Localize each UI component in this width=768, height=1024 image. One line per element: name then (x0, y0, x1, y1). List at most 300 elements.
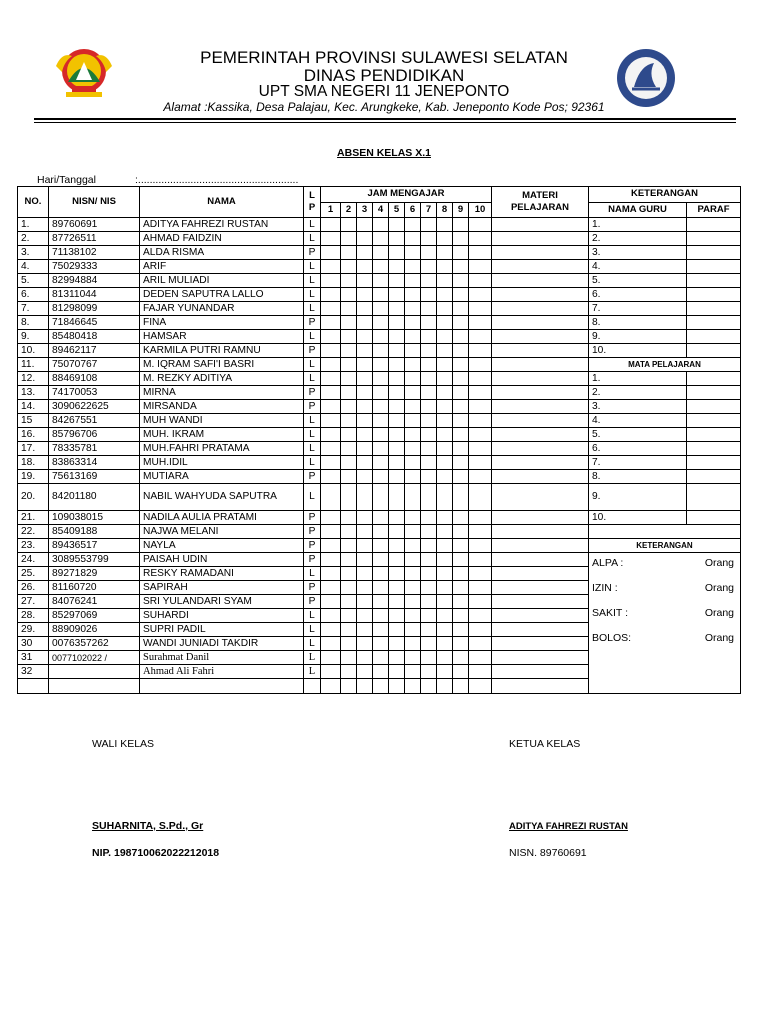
student-gender: L (304, 428, 321, 442)
jam-cell (321, 274, 341, 288)
jam-cell (405, 623, 421, 637)
jam-cell (405, 274, 421, 288)
materi-cell (492, 428, 589, 442)
student-nisn: 81311044 (49, 288, 140, 302)
student-nisn: 85297069 (49, 609, 140, 623)
table-row (18, 246, 741, 260)
jam-cell (437, 358, 453, 372)
jam-cell (405, 344, 421, 358)
jam-cell (437, 525, 453, 539)
jam-cell (437, 539, 453, 553)
materi-cell (492, 302, 589, 316)
jam-cell (469, 609, 492, 623)
student-gender: P (304, 581, 321, 595)
jam-cell (453, 428, 469, 442)
blank-cell (589, 525, 741, 539)
jam-cell (389, 302, 405, 316)
jam-cell (437, 260, 453, 274)
jam-cell (437, 470, 453, 484)
student-name: M. IQRAM SAFI'I BASRI (140, 358, 304, 372)
jam-cell (453, 470, 469, 484)
guru-row-number: 7. (589, 302, 687, 316)
student-nisn: 75070767 (49, 358, 140, 372)
empty-cell (18, 679, 49, 694)
student-name: NADILA AULIA PRATAMI (140, 511, 304, 525)
col-header-jam-10: 10 (469, 202, 492, 218)
materi-cell (492, 595, 589, 609)
jam-cell (389, 470, 405, 484)
jam-cell (373, 260, 389, 274)
jam-cell (389, 651, 405, 665)
jam-cell (373, 637, 389, 651)
student-nisn: 85796706 (49, 428, 140, 442)
guru-row-number: 8. (589, 316, 687, 330)
paraf-cell (687, 414, 741, 428)
keterangan-line (589, 632, 740, 644)
col-header-jam-6: 6 (405, 202, 421, 218)
jam-cell (405, 400, 421, 414)
jam-cell (405, 302, 421, 316)
col-header-jam-5: 5 (389, 202, 405, 218)
student-gender: L (304, 609, 321, 623)
jam-cell (405, 414, 421, 428)
mapel-row-number: 8. (589, 470, 687, 484)
jam-cell (437, 581, 453, 595)
jam-cell (389, 218, 405, 232)
student-name: MIRNA (140, 386, 304, 400)
jam-cell (357, 470, 373, 484)
student-name: ARIL MULIADI (140, 274, 304, 288)
jam-cell (321, 539, 341, 553)
jam-cell (341, 260, 357, 274)
student-gender: P (304, 344, 321, 358)
col-header-nisn: NISN/ NIS (49, 187, 140, 218)
jam-cell (389, 525, 405, 539)
jam-cell (341, 400, 357, 414)
jam-cell (453, 246, 469, 260)
jam-cell (405, 581, 421, 595)
materi-cell (492, 553, 589, 567)
student-gender: L (304, 330, 321, 344)
jam-cell (405, 428, 421, 442)
jam-cell (321, 372, 341, 386)
ketua-kelas-label: KETUA KELAS (509, 738, 581, 750)
empty-cell (373, 679, 389, 694)
jam-cell (421, 400, 437, 414)
col-header-jam-7: 7 (421, 202, 437, 218)
keterangan-unit: Orang (704, 582, 734, 594)
table-row (18, 302, 741, 316)
jam-cell (437, 511, 453, 525)
jam-cell (405, 609, 421, 623)
jam-cell (373, 484, 389, 511)
student-name: PAISAH UDIN (140, 553, 304, 567)
jam-cell (373, 511, 389, 525)
table-row (18, 372, 741, 386)
student-no: 7. (18, 302, 49, 316)
jam-cell (421, 637, 437, 651)
paraf-cell (687, 344, 741, 358)
jam-cell (421, 539, 437, 553)
table-row (18, 525, 741, 539)
jam-cell (341, 651, 357, 665)
jam-cell (421, 525, 437, 539)
jam-cell (437, 637, 453, 651)
jam-cell (373, 651, 389, 665)
student-name: MUH.IDIL (140, 456, 304, 470)
jam-cell (421, 609, 437, 623)
jam-cell (437, 484, 453, 511)
jam-cell (357, 414, 373, 428)
jam-cell (405, 358, 421, 372)
jam-cell (389, 511, 405, 525)
student-no: 5. (18, 274, 49, 288)
jam-cell (389, 246, 405, 260)
guru-row-number: 6. (589, 288, 687, 302)
col-header-jam-1: 1 (321, 202, 341, 218)
jam-cell (469, 260, 492, 274)
materi-cell (492, 651, 589, 665)
jam-cell (389, 595, 405, 609)
student-no: 27. (18, 595, 49, 609)
jam-cell (421, 288, 437, 302)
student-gender: L (304, 302, 321, 316)
paraf-cell (687, 428, 741, 442)
jam-cell (321, 218, 341, 232)
student-nisn: 3089553799 (49, 553, 140, 567)
jam-cell (373, 414, 389, 428)
col-header-materi (492, 187, 589, 218)
jam-cell (453, 218, 469, 232)
jam-cell (421, 595, 437, 609)
student-no: 19. (18, 470, 49, 484)
jam-cell (469, 525, 492, 539)
mapel-row-number: 5. (589, 428, 687, 442)
jam-cell (341, 665, 357, 679)
student-gender: P (304, 553, 321, 567)
col-header-nama: NAMA (140, 187, 304, 218)
jam-cell (321, 595, 341, 609)
jam-cell (453, 623, 469, 637)
guru-row-number: 2. (589, 232, 687, 246)
student-gender: P (304, 400, 321, 414)
materi-cell (492, 414, 589, 428)
student-no: 20. (18, 484, 49, 511)
student-no: 22. (18, 525, 49, 539)
guru-row-number: 10. (589, 344, 687, 358)
jam-cell (421, 218, 437, 232)
student-nisn: 89271829 (49, 567, 140, 581)
jam-cell (321, 232, 341, 246)
jam-cell (321, 358, 341, 372)
jam-cell (389, 344, 405, 358)
jam-cell (321, 567, 341, 581)
col-header-jam-9: 9 (453, 202, 469, 218)
paraf-cell (687, 386, 741, 400)
empty-cell (405, 679, 421, 694)
student-no: 1. (18, 218, 49, 232)
jam-cell (453, 414, 469, 428)
jam-cell (373, 232, 389, 246)
jam-cell (389, 609, 405, 623)
jam-cell (437, 665, 453, 679)
jam-cell (357, 609, 373, 623)
jam-cell (389, 456, 405, 470)
student-gender: P (304, 511, 321, 525)
jam-cell (405, 218, 421, 232)
keterangan-label: SAKIT : (592, 607, 628, 619)
header-government: PEMERINTAH PROVINSI SULAWESI SELATAN (200, 48, 568, 67)
jam-cell (469, 302, 492, 316)
jam-cell (405, 665, 421, 679)
jam-cell (357, 274, 373, 288)
jam-cell (341, 539, 357, 553)
jam-cell (437, 246, 453, 260)
materi-cell (492, 246, 589, 260)
jam-cell (469, 442, 492, 456)
jam-cell (389, 260, 405, 274)
jam-cell (341, 386, 357, 400)
jam-cell (437, 400, 453, 414)
table-row (18, 386, 741, 400)
student-gender: L (304, 623, 321, 637)
materi-cell (492, 623, 589, 637)
student-name: NAJWA MELANI (140, 525, 304, 539)
day-date-label: Hari/Tanggal (37, 174, 96, 186)
col-header-lp (304, 187, 321, 218)
student-nisn: 81298099 (49, 302, 140, 316)
jam-cell (405, 651, 421, 665)
jam-cell (437, 651, 453, 665)
student-name: ARIF (140, 260, 304, 274)
student-no: 12. (18, 372, 49, 386)
keterangan-line (589, 607, 740, 619)
jam-cell (389, 553, 405, 567)
jam-cell (321, 456, 341, 470)
col-header-materi-1: MATERI (522, 190, 558, 201)
col-header-lp-p: P (308, 202, 316, 213)
jam-cell (421, 358, 437, 372)
jam-cell (469, 218, 492, 232)
student-nisn: 82994884 (49, 274, 140, 288)
paraf-cell (687, 274, 741, 288)
jam-cell (421, 344, 437, 358)
materi-cell (492, 609, 589, 623)
empty-cell (321, 679, 341, 694)
jam-cell (469, 232, 492, 246)
jam-cell (373, 595, 389, 609)
col-header-jam-8: 8 (437, 202, 453, 218)
student-nisn: 74170053 (49, 386, 140, 400)
jam-cell (421, 651, 437, 665)
col-header-jam-2: 2 (341, 202, 357, 218)
jam-cell (373, 470, 389, 484)
jam-cell (373, 358, 389, 372)
jam-cell (405, 525, 421, 539)
student-nisn: 71138102 (49, 246, 140, 260)
jam-cell (357, 567, 373, 581)
jam-cell (421, 665, 437, 679)
student-name: MUTIARA (140, 470, 304, 484)
jam-cell (453, 260, 469, 274)
student-name: M. REZKY ADITIYA (140, 372, 304, 386)
jam-cell (389, 539, 405, 553)
jam-cell (405, 386, 421, 400)
jam-cell (421, 316, 437, 330)
keterangan-unit: Orang (704, 557, 734, 569)
jam-cell (357, 539, 373, 553)
student-gender: L (304, 274, 321, 288)
jam-cell (321, 609, 341, 623)
keterangan-label: ALPA : (592, 557, 624, 569)
jam-cell (469, 274, 492, 288)
letterhead-rule-thick (34, 118, 736, 120)
paraf-cell (687, 372, 741, 386)
guru-row-number: 4. (589, 260, 687, 274)
jam-cell (389, 581, 405, 595)
jam-cell (453, 302, 469, 316)
materi-cell (492, 330, 589, 344)
jam-cell (469, 553, 492, 567)
student-name: Ahmad Ali Fahri (140, 665, 304, 679)
jam-cell (321, 511, 341, 525)
jam-cell (373, 344, 389, 358)
jam-cell (469, 330, 492, 344)
materi-cell (492, 637, 589, 651)
jam-cell (357, 595, 373, 609)
student-gender: P (304, 525, 321, 539)
col-header-nama-guru: NAMA GURU (589, 202, 687, 218)
student-nisn: 87726511 (49, 232, 140, 246)
student-name: FAJAR YUNANDAR (140, 302, 304, 316)
jam-cell (405, 637, 421, 651)
jam-cell (405, 511, 421, 525)
jam-cell (373, 372, 389, 386)
jam-cell (341, 595, 357, 609)
jam-cell (437, 232, 453, 246)
table-row (18, 456, 741, 470)
jam-cell (421, 484, 437, 511)
jam-cell (373, 609, 389, 623)
jam-cell (469, 470, 492, 484)
paraf-cell (687, 484, 741, 511)
jam-cell (373, 581, 389, 595)
jam-cell (321, 581, 341, 595)
jam-cell (357, 651, 373, 665)
jam-cell (373, 400, 389, 414)
jam-cell (469, 316, 492, 330)
jam-cell (389, 665, 405, 679)
jam-cell (389, 442, 405, 456)
mapel-row-number: 9. (589, 484, 687, 511)
jam-cell (357, 511, 373, 525)
materi-cell (492, 218, 589, 232)
jam-cell (421, 553, 437, 567)
jam-cell (341, 316, 357, 330)
student-nisn: 89436517 (49, 539, 140, 553)
header-department: DINAS PENDIDIKAN (303, 66, 465, 85)
student-name: SUHARDI (140, 609, 304, 623)
ketua-kelas-nisn: NISN. 89760691 (509, 847, 587, 859)
day-date-value: :....................................................... (135, 174, 299, 186)
jam-cell (357, 358, 373, 372)
paraf-cell (687, 246, 741, 260)
jam-cell (421, 456, 437, 470)
student-nisn: 75613169 (49, 470, 140, 484)
keterangan-summary (589, 553, 741, 694)
student-gender: P (304, 539, 321, 553)
keterangan-unit: Orang (704, 607, 734, 619)
student-name: KARMILA PUTRI RAMNU (140, 344, 304, 358)
jam-cell (469, 511, 492, 525)
jam-cell (469, 567, 492, 581)
student-name: MUH. IKRAM (140, 428, 304, 442)
jam-cell (389, 484, 405, 511)
guru-row-number: 3. (589, 246, 687, 260)
jam-cell (389, 637, 405, 651)
student-no: 30 (18, 637, 49, 651)
jam-cell (341, 358, 357, 372)
materi-cell (492, 665, 589, 679)
jam-cell (389, 274, 405, 288)
student-no: 9. (18, 330, 49, 344)
materi-cell (492, 456, 589, 470)
student-nisn: 85409188 (49, 525, 140, 539)
table-row (18, 330, 741, 344)
jam-cell (405, 484, 421, 511)
keterangan-line (589, 557, 740, 569)
keterangan-summary-header: KETERANGAN (589, 539, 741, 553)
student-name: WANDI JUNIADI TAKDIR (140, 637, 304, 651)
student-no: 14. (18, 400, 49, 414)
mapel-header: MATA PELAJARAN (589, 358, 741, 372)
jam-cell (373, 330, 389, 344)
materi-cell (492, 316, 589, 330)
jam-cell (373, 218, 389, 232)
jam-cell (357, 386, 373, 400)
jam-cell (341, 330, 357, 344)
jam-cell (453, 637, 469, 651)
jam-cell (357, 553, 373, 567)
student-no: 13. (18, 386, 49, 400)
jam-cell (357, 456, 373, 470)
materi-cell (492, 442, 589, 456)
student-gender: L (304, 218, 321, 232)
empty-cell (469, 679, 492, 694)
jam-cell (453, 288, 469, 302)
student-name: MUH WANDI (140, 414, 304, 428)
mapel-row-number: 10. (589, 511, 687, 525)
jam-cell (453, 553, 469, 567)
student-name: DEDEN SAPUTRA LALLO (140, 288, 304, 302)
student-gender: L (304, 456, 321, 470)
jam-cell (453, 400, 469, 414)
empty-cell (421, 679, 437, 694)
jam-cell (373, 456, 389, 470)
student-nisn: 0077102022 / (49, 651, 140, 665)
student-no: 21. (18, 511, 49, 525)
jam-cell (321, 442, 341, 456)
table-row (18, 511, 741, 525)
jam-cell (421, 372, 437, 386)
jam-cell (405, 232, 421, 246)
header-school: UPT SMA NEGERI 11 JENEPONTO (258, 83, 510, 100)
jam-cell (469, 665, 492, 679)
table-row (18, 414, 741, 428)
student-gender: P (304, 246, 321, 260)
jam-cell (453, 484, 469, 511)
keterangan-label: IZIN : (592, 582, 618, 594)
